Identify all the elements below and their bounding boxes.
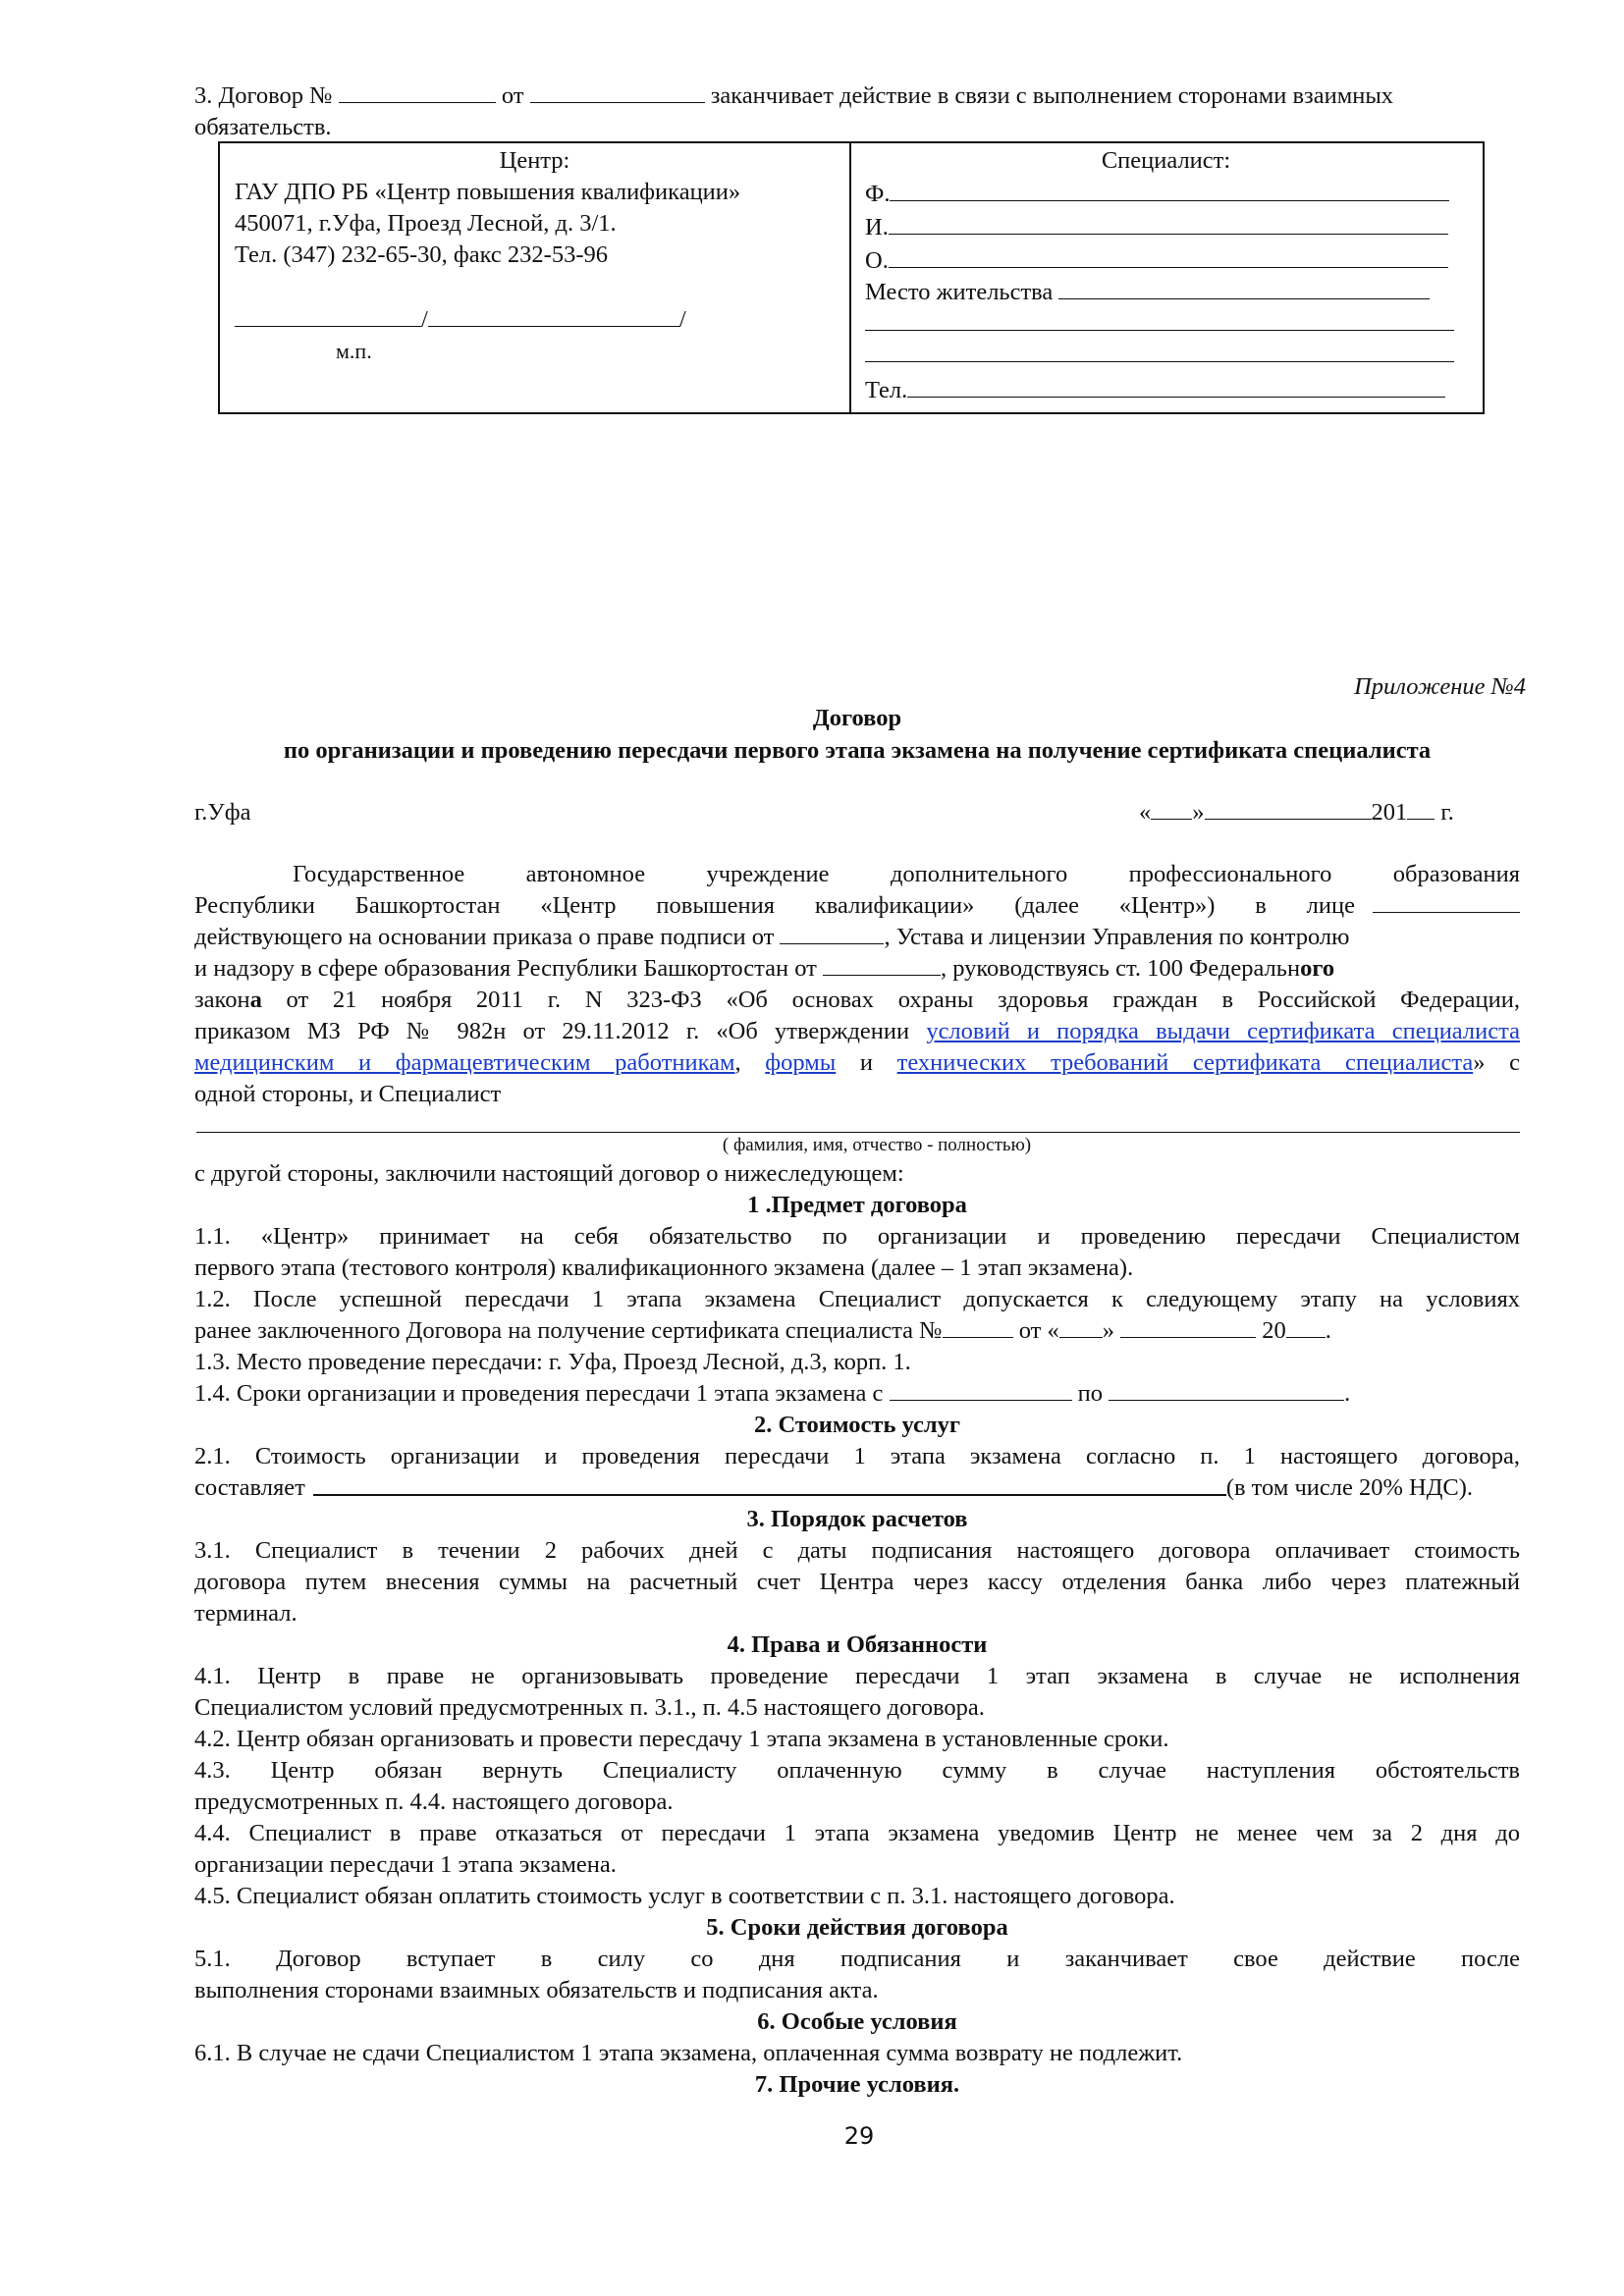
clause-4-3-line-2: предусмотренных п. 4.4. настоящего договора. (194, 1789, 674, 1815)
o-label: О. (865, 247, 889, 274)
clause-5-1-line-1: 5.1. Договор вступает в силу со дня подписания и заканчивает свое действие после (194, 1946, 1520, 1972)
residence-blank (1058, 277, 1430, 299)
clause-3-prefix: 3. Договор № (194, 82, 333, 109)
link-technical-requirements[interactable]: технических требований сертификата специалиста (896, 1049, 1474, 1076)
specialist-residence-row (865, 277, 1430, 308)
clause-1-3: 1.3. Место проведение пересдачи: г. Уфа, Проезд Лесной, д.3, корп. 1. (194, 1349, 911, 1375)
specialist-f-row (865, 179, 1449, 210)
retake-start-blank (890, 1378, 1072, 1401)
section-2-heading: 2. Стоимость услуг (753, 1412, 961, 1438)
page-number: 29 (843, 2122, 875, 2150)
fio-caption: ( фамилия, имя, отчество - полностью) (722, 1135, 1032, 1155)
link-certificate-conditions[interactable]: условий и порядка выдачи сертификата специалиста (926, 1018, 1520, 1044)
contract-subtitle: по организации и проведению пересдачи первого этапа экзамена на получение сертификата специалиста (283, 737, 1432, 764)
city: г.Уфа (194, 799, 251, 826)
month-blank (1205, 797, 1372, 820)
residence-extra-line-2 (865, 361, 1454, 362)
date-open-quote: « (1139, 799, 1152, 826)
clause-4-5: 4.5. Специалист обязан оплатить стоимость услуг в соответствии с п. 3.1. настоящего договора. (194, 1883, 1175, 1909)
clause-1-2-year: 20 (1256, 1317, 1286, 1344)
clause-1-2-line-2 (194, 1315, 1331, 1347)
prev-contract-number-blank (943, 1315, 1013, 1338)
clause-1-2-quote: » (1102, 1317, 1114, 1344)
clause-3-continuation: обязательств. (194, 114, 332, 140)
i-blank (889, 212, 1448, 235)
preamble-line-3b: , Устава и лицензии Управления по контролю (884, 924, 1350, 950)
preamble-line-8: одной стороны, и Специалист (194, 1081, 502, 1107)
prev-day-blank (1059, 1315, 1103, 1338)
clause-2-1-line-1: 2.1. Стоимость организации и проведения пересдачи 1 этапа экзамена согласно п. 1 настоящего договора, (194, 1443, 1520, 1469)
section-3-heading: 3. Порядок расчетов (746, 1506, 968, 1532)
link-certificate-conditions-cont[interactable]: медицинским и фармацевтическим работникам (194, 1049, 735, 1076)
signature-blank (235, 304, 421, 327)
day-blank (1151, 797, 1192, 820)
center-org: ГАУ ДПО РБ «Центр повышения квалификации» (235, 179, 741, 205)
clause-4-2: 4.2. Центр обязан организовать и провести пересдачу 1 этапа экзамена в установленные сроки. (194, 1726, 1169, 1752)
preamble-line-6 (194, 1016, 1520, 1047)
license-date-blank (823, 953, 941, 976)
stamp-label: м.п. (336, 339, 372, 363)
clause-5-1-line-2: выполнения сторонами взаимных обязательств и подписания акта. (194, 1977, 879, 2003)
preamble-line-7 (194, 1047, 1520, 1079)
clause-3-1-line-3: терминал. (194, 1600, 298, 1627)
clause-1-2-from: от « (1012, 1317, 1059, 1344)
date-line (1139, 797, 1454, 828)
year-prefix: 201 (1371, 799, 1408, 826)
signature-name-blank (428, 304, 679, 327)
order-date-blank (780, 922, 884, 944)
clause-1-2-text: ранее заключенного Договора на получение сертификата специалиста № (194, 1317, 943, 1344)
preamble-line-5c: от 21 ноября 2011 г. N 323-ФЗ «Об основах охраны здоровья граждан в Российской Федерации, (261, 987, 1520, 1013)
center-phone: Тел. (347) 232-65-30, факс 232-53-96 (235, 241, 609, 268)
preamble-line-1: Государственное автономное учреждение дополнительного профессионального образования (293, 861, 1520, 887)
phone-label: Тел. (865, 377, 908, 403)
clause-2-1-vat: (в том числе 20% НДС). (1225, 1474, 1474, 1501)
clause-4-4-line-1: 4.4. Специалист в праве отказаться от пересдачи 1 этапа экзамена уведомив Центр не менее чем за 2 дня до (194, 1820, 1520, 1846)
clause-4-4-line-2: организации пересдачи 1 этапа экзамена. (194, 1851, 617, 1878)
prev-year-blank (1286, 1315, 1326, 1338)
preamble-line-7-end: » с (1473, 1049, 1520, 1076)
section-6-heading: 6. Особые условия (757, 2008, 957, 2035)
specialist-o-row (865, 245, 1448, 277)
phone-blank (907, 375, 1445, 398)
clause-1-1-line-2: первого этапа (тестового контроля) квалификационного экзамена (далее – 1 этап экзамена). (194, 1255, 1134, 1281)
clause-4-1-line-2: Специалистом условий предусмотренных п. 3.1., п. 4.5 настоящего договора. (194, 1694, 985, 1721)
prev-month-blank (1120, 1315, 1256, 1338)
center-title: Центр: (499, 147, 570, 174)
clause-6-1: 6.1. В случае не сдачи Специалистом 1 этапа экзамена, оплаченная сумма возврату не подлежит. (194, 2040, 1183, 2066)
clause-3-from: от (501, 82, 524, 109)
link-form[interactable]: формы (765, 1049, 837, 1076)
clause-1-4 (194, 1378, 1350, 1410)
i-label: И. (865, 214, 889, 240)
preamble-line-5 (194, 985, 1520, 1016)
f-blank (890, 179, 1449, 201)
clause-1-2-line-1: 1.2. После успешной пересдачи 1 этапа экзамена Специалист допускается к следующему этапу на условиях (194, 1286, 1520, 1312)
contract-date-blank (530, 80, 705, 103)
clause-3-1-line-2: договора путем внесения суммы на расчетный счет Центра через кассу отделения банка либо через платежный (194, 1569, 1520, 1595)
residence-extra-line-1 (865, 330, 1454, 331)
preamble-line-4a: и надзору в сфере образования Республики Башкортостан от (194, 955, 817, 982)
section-4-heading: 4. Права и Обязанности (727, 1631, 988, 1658)
clause-3-rest: заканчивает действие в связи с выполнением сторонами взаимных (710, 82, 1394, 109)
contract-number-blank (339, 80, 496, 103)
clause-1-1-line-1: 1.1. «Центр» принимает на себя обязательство по организации и проведению пересдачи Специалистом (194, 1223, 1520, 1250)
preamble-line-2-text: Республики Башкортостан «Центр повышения квалификации» (далее «Центр») в лице (194, 892, 1355, 919)
fio-line (196, 1132, 1520, 1133)
section-1-heading: 1 .Предмет договора (747, 1192, 967, 1218)
signature-separator: / (421, 306, 428, 333)
preamble-line-4b: , руководствуясь ст. 100 Федеральн (940, 955, 1301, 982)
clause-2-1-line-2 (194, 1472, 1520, 1504)
clause-1-4-text: 1.4. Сроки организации и проведения пересдачи 1 этапа экзамена с (194, 1380, 884, 1407)
center-address: 450071, г.Уфа, Проезд Лесной, д. 3/1. (235, 210, 617, 237)
specialist-i-row (865, 212, 1448, 243)
center-signature-line (235, 304, 686, 336)
preamble-line-3a: действующего на основании приказа о праве подписи от (194, 924, 775, 950)
specialist-title: Специалист: (1101, 147, 1231, 174)
preamble-line-2 (194, 890, 1520, 922)
clause-4-3-line-1: 4.3. Центр обязан вернуть Специалисту оплаченную сумму в случае наступления обстоятельств (194, 1757, 1520, 1784)
clause-1-4-to: по (1077, 1380, 1103, 1407)
signature-separator-end: / (678, 306, 686, 333)
preamble-line-4c: ого (1300, 955, 1335, 982)
specialist-phone-row (865, 375, 1445, 406)
table-divider (849, 143, 851, 412)
section-7-heading: 7. Прочие условия. (754, 2071, 960, 2098)
appendix-label: Приложение №4 (1354, 673, 1526, 700)
year-blank (1407, 797, 1435, 820)
clause-3-1-line-1: 3.1. Специалист в течении 2 рабочих дней с даты подписания настоящего договора оплачивает стоимость (194, 1537, 1520, 1564)
preamble-line-5a: закон (194, 987, 250, 1013)
preamble-line-6a: приказом МЗ РФ № 982н от 29.11.2012 г. «Об утверждении (194, 1018, 927, 1044)
representative-blank (1373, 890, 1520, 913)
sep-1: , (734, 1049, 766, 1076)
clause-1-4-dot: . (1344, 1380, 1351, 1407)
f-label: Ф. (865, 181, 891, 207)
preamble-line-3 (194, 922, 1520, 953)
year-suffix: г. (1440, 799, 1454, 826)
preamble-line-9: с другой стороны, заключили настоящий договор о нижеследующем: (194, 1160, 904, 1187)
date-close-quote: » (1192, 799, 1205, 826)
contract-title: Договор (812, 705, 902, 731)
o-blank (889, 245, 1448, 268)
section-5-heading: 5. Сроки действия договора (706, 1914, 1008, 1941)
clause-3-line (194, 80, 1520, 112)
residence-label: Место жительства (865, 279, 1054, 305)
clause-4-1-line-1: 4.1. Центр в праве не организовывать проведение пересдачи 1 этап экзамена в случае не исполнения (194, 1663, 1520, 1689)
cost-blank (313, 1472, 1226, 1496)
preamble-line-4 (194, 953, 1520, 985)
sep-2: и (836, 1049, 897, 1076)
retake-end-blank (1109, 1378, 1344, 1401)
preamble-line-5b: а (249, 987, 262, 1013)
clause-1-2-dot: . (1325, 1317, 1331, 1344)
clause-2-1-text: составляет (194, 1474, 305, 1501)
signature-table (218, 141, 1485, 414)
